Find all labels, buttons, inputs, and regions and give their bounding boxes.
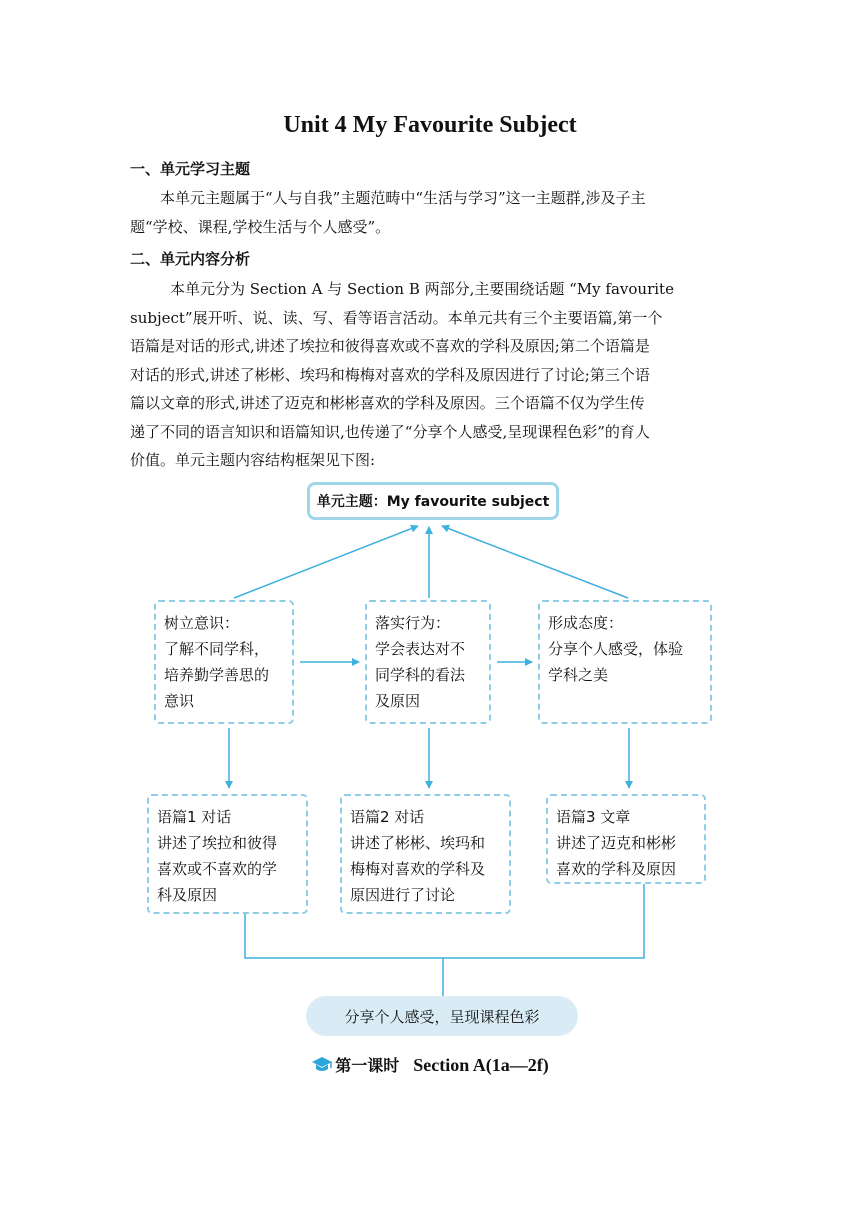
text-box-line: 喜欢或不喜欢的学 [157,860,278,878]
section2-line: 对话的形式,讲述了彬彬、埃玛和梅梅对喜欢的学科及原因进行了讨论;第三个语 [130,365,650,384]
unit-title: Unit 4 My Favourite Subject [283,112,577,138]
text-box-line: 语篇2 对话 [350,808,425,826]
lesson-label: 第一课时 [335,1056,400,1075]
goal-box-awareness [154,600,294,724]
text-box-line: 语篇3 文章 [556,808,631,826]
section2-line: 语篇是对话的形式,讲述了埃拉和彼得喜欢或不喜欢的学科及原因;第二个语篇是 [130,337,650,355]
graduation-cap-icon [311,1056,333,1078]
text-box-line: 梅梅对喜欢的学科及 [350,860,486,878]
arrow-goal1-to-topic [234,526,418,598]
section1-heading: 一、单元学习主题 [130,160,251,178]
goal-box-line: 同学科的看法 [375,666,466,684]
section2-heading: 二、单元内容分析 [130,250,251,268]
section2-line: 价值。单元主题内容结构框架见下图: [130,451,376,469]
text-box-line: 原因进行了讨论 [350,886,456,904]
section2-line: 篇以文章的形式,讲述了迈克和彬彬喜欢的学科及原因。三个语篇不仅为学生传 [130,394,645,412]
section2-line: 递了不同的语言知识和语篇知识,也传递了“分享个人感受,呈现课程色彩”的育人 [130,422,650,441]
goal-box-line: 树立意识： [164,614,240,632]
goal-box-line: 学会表达对不 [375,640,466,658]
goal-box-action [365,600,491,724]
section2-paragraph [130,275,730,475]
text-box-line: 语篇1 对话 [157,808,232,826]
goal-box-line: 及原因 [375,692,421,710]
summary-box: 分享个人感受，呈现课程色彩 [306,996,578,1036]
section1-paragraph [130,184,730,241]
lesson-heading [0,1053,860,1078]
text-box-line: 讲述了迈克和彬彬 [556,834,677,852]
section1-line: 本单元主题属于“人与自我”主题范畴中“生活与学习”这一主题群,涉及子主 [160,189,646,207]
goal-box-attitude [538,600,712,724]
text-box-line: 讲述了彬彬、埃玛和 [350,834,486,852]
section1-line: 题“学校、课程,学校生活与个人感受”。 [130,217,391,236]
text-box-line: 科及原因 [157,886,218,904]
goal-box-line: 意识 [164,692,195,710]
lesson-section: Section A(1a—2f) [413,1055,549,1075]
goal-box-line: 了解不同学科， [164,640,270,658]
text-box-line: 讲述了埃拉和彼得 [157,834,278,852]
goal-box-line: 落实行为： [375,614,451,632]
text-box-3 [546,794,706,884]
section2-line: 本单元分为 Section A 与 Section B 两部分,主要围绕话题 “My favourite [170,280,674,298]
section2-line: subject”展开听、说、读、写、看等语言活动。本单元共有三个主要语篇,第一个 [130,308,663,327]
goal-box-line: 形成态度： [548,614,624,632]
goal-box-line: 培养勤学善思的 [164,666,270,684]
text-box-line: 喜欢的学科及原因 [556,860,677,878]
goal-box-line: 学科之美 [548,666,609,684]
goal-box-line: 分享个人感受，体验 [548,640,684,658]
unit-topic-box: 单元主题：My favourite subject [307,482,559,520]
arrow-goal3-to-topic [442,526,628,598]
text-box-2 [340,794,511,914]
text-box-1 [147,794,308,914]
